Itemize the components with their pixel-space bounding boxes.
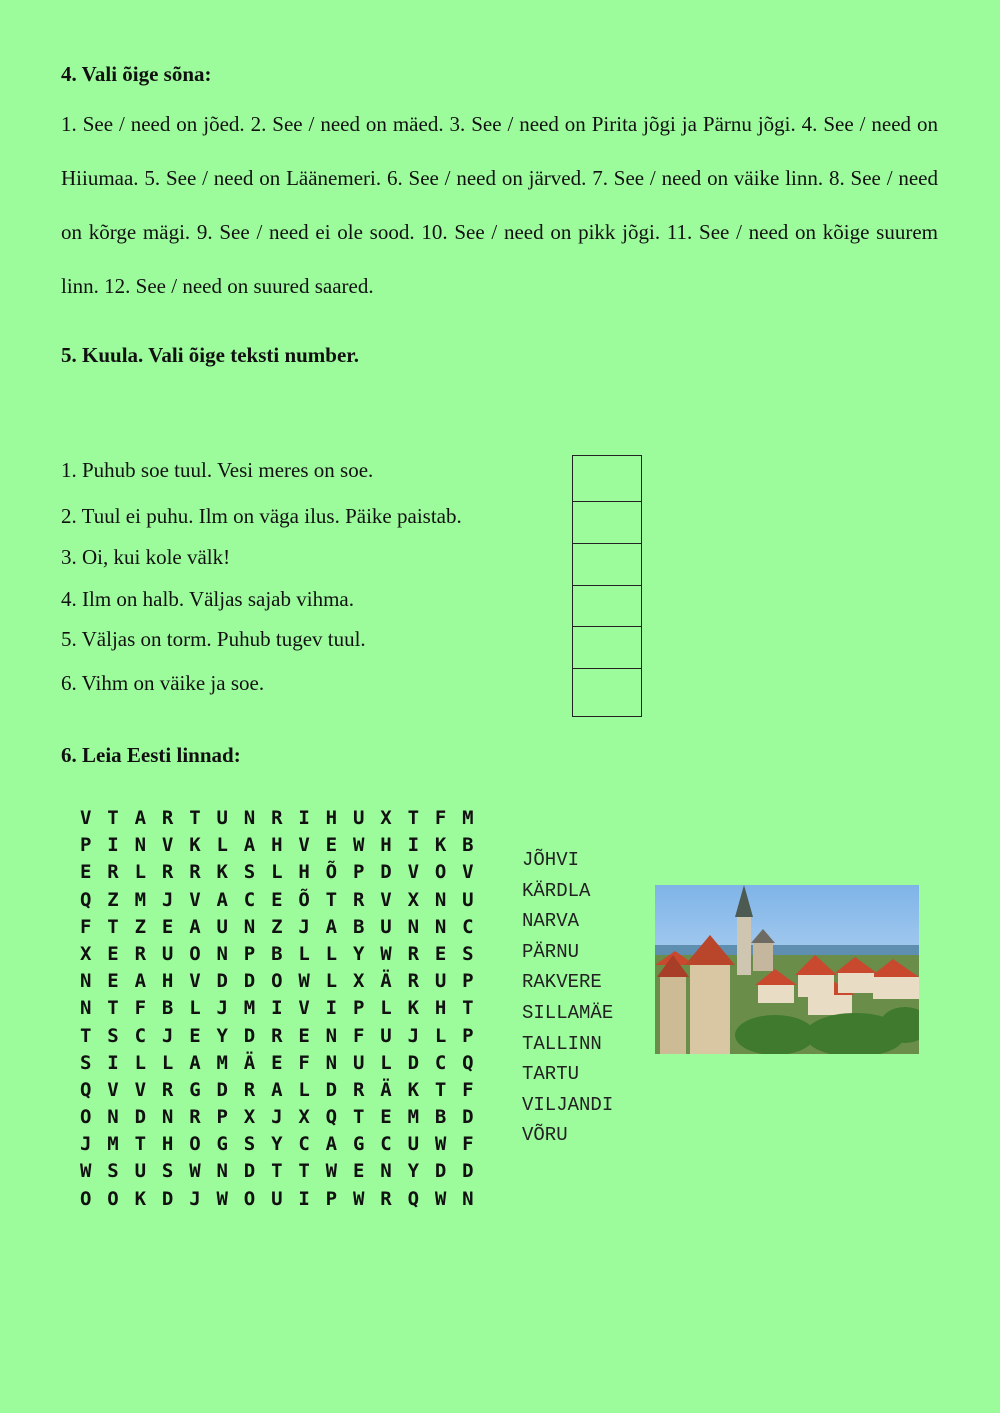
grid-letter[interactable]: Õ — [325, 861, 338, 884]
grid-letter[interactable]: I — [325, 997, 338, 1020]
grid-letter[interactable]: T — [407, 807, 420, 829]
grid-letter[interactable]: D — [325, 1078, 338, 1101]
grid-row — [80, 1077, 489, 1104]
listening-item-2: 2. Tuul ei puhu. Ilm on väga ilus. Päike paistab. — [61, 504, 462, 528]
grid-letter[interactable]: V — [462, 861, 474, 884]
grid-letter[interactable]: G — [216, 1133, 228, 1156]
grid-letter[interactable]: I — [298, 807, 310, 829]
grid-letter[interactable]: L — [271, 861, 283, 884]
grid-letter[interactable]: L — [189, 997, 201, 1020]
grid-letter[interactable]: F — [434, 807, 447, 829]
grid-letter[interactable]: J — [216, 997, 228, 1020]
grid-letter[interactable]: D — [407, 1051, 420, 1074]
word-list-item: NARVA — [522, 910, 580, 933]
answer-box-6[interactable] — [572, 668, 642, 717]
grid-letter[interactable]: S — [107, 1024, 119, 1047]
grid-row — [80, 1050, 489, 1077]
answer-box-3[interactable] — [572, 543, 642, 585]
grid-letter[interactable]: M — [134, 888, 147, 911]
grid-letter[interactable]: Q — [407, 1187, 420, 1210]
grid-letter[interactable]: P — [216, 1106, 228, 1129]
grid-letter[interactable]: T — [107, 807, 119, 829]
grid-letter[interactable]: S — [80, 1051, 92, 1074]
grid-letter[interactable]: Z — [134, 915, 147, 938]
grid-letter[interactable]: O — [271, 970, 283, 993]
grid-row — [80, 887, 489, 914]
grid-letter[interactable]: B — [161, 997, 174, 1020]
word-list-item: SILLAMÄE — [522, 1001, 614, 1024]
grid-letter[interactable]: N — [325, 1024, 338, 1047]
grid-letter[interactable]: L — [216, 834, 228, 857]
grid-letter[interactable]: T — [298, 1160, 310, 1183]
word-list-item: PÄRNU — [522, 940, 580, 963]
grid-letter[interactable]: S — [462, 942, 474, 965]
grid-letter[interactable]: E — [298, 1024, 310, 1047]
grid-letter[interactable]: E — [434, 942, 447, 965]
grid-letter[interactable]: V — [80, 807, 92, 829]
grid-letter[interactable]: F — [134, 997, 147, 1020]
grid-letter[interactable]: V — [380, 888, 392, 911]
word-list-item: RAKVERE — [522, 971, 602, 994]
grid-row — [80, 1104, 489, 1131]
grid-letter[interactable]: R — [407, 942, 420, 965]
grid-letter[interactable]: P — [352, 861, 365, 884]
grid-letter[interactable]: J — [161, 888, 174, 911]
grid-row — [80, 968, 489, 995]
grid-letter[interactable]: W — [352, 1187, 365, 1210]
grid-letter[interactable]: V — [298, 997, 310, 1020]
word-list-item: JÕHVI — [522, 849, 580, 871]
grid-letter[interactable]: Y — [352, 942, 365, 965]
grid-letter[interactable]: Y — [271, 1133, 283, 1156]
grid-row — [80, 941, 489, 968]
grid-letter[interactable]: H — [271, 834, 283, 857]
grid-letter[interactable]: T — [107, 915, 119, 938]
answer-box-4[interactable] — [572, 585, 642, 626]
grid-letter[interactable]: T — [107, 997, 119, 1020]
word-list-item: TARTU — [522, 1063, 580, 1086]
grid-letter[interactable]: D — [243, 1024, 256, 1047]
grid-letter[interactable]: H — [161, 1133, 174, 1156]
grid-letter[interactable]: K — [434, 834, 447, 857]
grid-letter[interactable]: I — [407, 834, 420, 857]
grid-letter[interactable]: P — [325, 1187, 338, 1210]
grid-letter[interactable]: V — [189, 888, 201, 911]
grid-letter[interactable]: F — [298, 1051, 310, 1074]
section-6-title: 6. Leia Eesti linnad: — [61, 743, 241, 767]
grid-letter[interactable]: S — [243, 861, 256, 884]
listening-item-6: 6. Vihm on väike ja soe. — [61, 671, 265, 695]
grid-letter[interactable]: B — [271, 942, 283, 965]
grid-letter[interactable]: X — [243, 1106, 256, 1129]
grid-letter[interactable]: T — [462, 997, 474, 1020]
grid-letter[interactable]: R — [352, 1078, 365, 1101]
grid-letter[interactable]: M — [107, 1133, 119, 1156]
grid-letter[interactable]: W — [189, 1160, 201, 1183]
answer-box-5[interactable] — [572, 626, 642, 668]
grid-letter[interactable]: E — [80, 861, 92, 884]
grid-letter[interactable]: P — [243, 942, 256, 965]
grid-letter[interactable]: E — [271, 888, 283, 911]
grid-letter[interactable]: D — [380, 861, 392, 884]
answer-box-1[interactable] — [572, 455, 642, 501]
grid-letter[interactable]: R — [107, 861, 119, 884]
grid-row — [80, 1186, 489, 1213]
grid-letter[interactable]: X — [407, 888, 420, 911]
grid-letter[interactable]: M — [216, 1051, 228, 1074]
grid-row — [80, 914, 489, 941]
grid-letter[interactable]: X — [352, 970, 365, 993]
grid-letter[interactable]: U — [380, 1024, 392, 1047]
grid-letter[interactable]: U — [134, 1160, 147, 1183]
grid-letter[interactable]: U — [216, 807, 228, 829]
grid-letter[interactable]: D — [161, 1187, 174, 1210]
grid-row — [80, 1158, 489, 1185]
grid-letter[interactable]: C — [380, 1133, 392, 1156]
grid-row — [80, 995, 489, 1022]
grid-row — [80, 832, 489, 859]
section-4-title: 4. Vali õige sõna: — [61, 62, 212, 86]
grid-letter[interactable]: N — [243, 915, 256, 938]
grid-letter[interactable]: U — [352, 1051, 365, 1074]
grid-letter[interactable]: T — [434, 1078, 447, 1101]
grid-letter[interactable]: A — [325, 915, 338, 938]
grid-letter[interactable]: D — [434, 1160, 447, 1183]
grid-letter[interactable]: Q — [325, 1106, 338, 1129]
grid-letter[interactable]: C — [462, 915, 474, 938]
grid-letter[interactable]: R — [189, 861, 201, 884]
grid-letter[interactable]: F — [352, 1024, 365, 1047]
grid-letter[interactable]: W — [216, 1187, 228, 1210]
grid-letter[interactable]: U — [271, 1187, 283, 1210]
grid-letter[interactable]: W — [434, 1133, 447, 1156]
grid-letter[interactable]: N — [434, 915, 447, 938]
grid-letter[interactable]: T — [325, 888, 338, 911]
grid-letter[interactable]: N — [407, 915, 420, 938]
grid-letter[interactable]: C — [434, 1051, 447, 1074]
grid-letter[interactable]: L — [325, 970, 338, 993]
grid-letter[interactable]: N — [134, 834, 147, 857]
grid-letter[interactable]: A — [271, 1078, 283, 1101]
grid-letter[interactable]: R — [161, 807, 174, 829]
grid-letter[interactable]: U — [352, 807, 365, 829]
grid-letter[interactable]: X — [298, 1106, 310, 1129]
grid-letter[interactable]: O — [80, 1187, 92, 1210]
grid-letter[interactable]: Z — [271, 915, 283, 938]
word-list-item: VILJANDI — [522, 1093, 614, 1116]
grid-letter[interactable]: H — [380, 834, 392, 857]
grid-letter[interactable]: P — [352, 997, 365, 1020]
word-list-item: TALLINN — [522, 1032, 602, 1055]
grid-letter[interactable]: O — [189, 1133, 201, 1156]
grid-letter[interactable]: I — [107, 834, 119, 857]
grid-letter[interactable]: K — [189, 834, 201, 857]
grid-letter[interactable]: R — [380, 1187, 392, 1210]
grid-letter[interactable]: L — [161, 1051, 174, 1074]
grid-letter[interactable]: F — [462, 1133, 474, 1156]
grid-letter[interactable]: D — [243, 1160, 256, 1183]
grid-letter[interactable]: E — [325, 834, 338, 857]
grid-letter[interactable]: O — [189, 942, 201, 965]
grid-letter[interactable]: T — [80, 1024, 92, 1047]
grid-letter[interactable]: P — [462, 1024, 474, 1047]
grid-letter[interactable]: O — [434, 861, 447, 884]
answer-box-2[interactable] — [572, 501, 642, 543]
grid-letter[interactable]: M — [243, 997, 256, 1020]
grid-letter[interactable]: E — [380, 1106, 392, 1129]
grid-letter[interactable]: T — [352, 1106, 365, 1129]
grid-letter[interactable]: N — [325, 1051, 338, 1074]
grid-letter[interactable]: I — [271, 997, 283, 1020]
grid-letter[interactable]: H — [434, 997, 447, 1020]
grid-letter[interactable]: L — [434, 1024, 447, 1047]
grid-letter[interactable]: L — [298, 942, 310, 965]
grid-row — [80, 1131, 489, 1158]
grid-letter[interactable]: A — [189, 1051, 201, 1074]
grid-letter[interactable]: R — [407, 970, 420, 993]
grid-letter[interactable]: E — [107, 970, 119, 993]
grid-letter[interactable]: Y — [216, 1024, 228, 1047]
grid-letter[interactable]: Ä — [243, 1051, 256, 1074]
grid-letter[interactable]: D — [462, 1106, 474, 1129]
grid-letter[interactable]: W — [380, 942, 392, 965]
grid-letter[interactable]: F — [80, 915, 92, 938]
grid-letter[interactable]: K — [216, 861, 228, 884]
grid-letter[interactable]: U — [434, 970, 447, 993]
word-search-grid[interactable] — [80, 805, 489, 1213]
tallinn-old-town-photo — [655, 885, 919, 1054]
grid-letter[interactable]: K — [407, 1078, 420, 1101]
grid-letter[interactable]: J — [189, 1187, 201, 1210]
grid-letter[interactable]: S — [161, 1160, 174, 1183]
grid-letter[interactable]: D — [216, 1078, 228, 1101]
grid-letter[interactable]: R — [243, 1078, 256, 1101]
grid-letter[interactable]: N — [80, 970, 92, 993]
grid-letter[interactable]: C — [134, 1024, 147, 1047]
grid-letter[interactable]: N — [462, 1187, 474, 1210]
grid-letter[interactable]: Q — [80, 1078, 92, 1101]
grid-letter[interactable]: B — [352, 915, 365, 938]
grid-letter[interactable]: O — [80, 1106, 92, 1129]
listening-item-4: 4. Ilm on halb. Väljas sajab vihma. — [61, 587, 354, 611]
grid-letter[interactable]: N — [107, 1106, 119, 1129]
grid-letter[interactable]: V — [134, 1078, 147, 1101]
grid-letter[interactable]: P — [80, 834, 92, 857]
grid-letter[interactable]: J — [298, 915, 310, 938]
grid-letter[interactable]: A — [325, 1133, 338, 1156]
grid-letter[interactable]: J — [161, 1024, 174, 1047]
grid-letter[interactable]: V — [189, 970, 201, 993]
grid-letter[interactable]: Ä — [380, 1078, 392, 1101]
grid-letter[interactable]: E — [107, 942, 119, 965]
grid-letter[interactable]: J — [80, 1133, 92, 1156]
grid-letter[interactable]: N — [161, 1106, 174, 1129]
grid-letter[interactable]: B — [434, 1106, 447, 1129]
grid-letter[interactable]: K — [407, 997, 420, 1020]
grid-letter[interactable]: A — [243, 834, 256, 857]
grid-letter[interactable]: U — [380, 915, 392, 938]
section-4-exercise-text: 1. See / need on jõed. 2. See / need on mäed. 3. See / need on Pirita jõgi ja Pärnu jõgi. 4. See / need on Hiiumaa. 5. See / need on Läänemeri. 6. See / need on järved. 7. See / need on väike linn. 8. See / need on kõrge mägi. 9. See / need ei ole sood. 10. See / need on pikk jõgi. 11. See / need on kõige suurem linn. 12. See / need on suured saared. — [61, 112, 938, 298]
word-list-item: VÕRU — [522, 1124, 568, 1147]
grid-letter[interactable]: G — [352, 1133, 365, 1156]
grid-letter[interactable]: N — [434, 888, 447, 911]
grid-letter[interactable]: U — [161, 942, 174, 965]
grid-letter[interactable]: J — [407, 1024, 420, 1047]
grid-letter[interactable]: U — [407, 1133, 420, 1156]
grid-letter[interactable]: S — [243, 1133, 256, 1156]
grid-letter[interactable]: O — [107, 1187, 119, 1210]
grid-letter[interactable]: P — [462, 970, 474, 993]
grid-letter[interactable]: U — [462, 888, 474, 911]
grid-letter[interactable]: H — [325, 807, 338, 829]
listening-item-5: 5. Väljas on torm. Puhub tugev tuul. — [61, 627, 366, 651]
grid-letter[interactable]: C — [243, 888, 256, 911]
word-list-item: KÄRDLA — [522, 879, 591, 902]
grid-letter[interactable]: F — [462, 1078, 474, 1101]
grid-letter[interactable]: W — [352, 834, 365, 857]
grid-letter[interactable]: A — [134, 970, 147, 993]
grid-letter[interactable]: J — [271, 1106, 283, 1129]
grid-letter[interactable]: L — [134, 861, 147, 884]
grid-letter[interactable]: E — [161, 915, 174, 938]
grid-letter[interactable]: V — [107, 1078, 119, 1101]
grid-row — [80, 1023, 489, 1050]
grid-letter[interactable]: Õ — [298, 888, 310, 911]
grid-letter[interactable]: V — [298, 834, 310, 857]
grid-letter[interactable]: E — [352, 1160, 365, 1183]
section-5-title: 5. Kuula. Vali õige teksti number. — [61, 343, 359, 367]
grid-letter[interactable]: E — [271, 1051, 283, 1074]
grid-letter[interactable]: X — [380, 807, 392, 829]
grid-letter[interactable]: Ä — [380, 970, 392, 993]
grid-letter[interactable]: Z — [107, 888, 119, 911]
grid-row — [80, 859, 489, 886]
grid-letter[interactable]: R — [161, 861, 174, 884]
grid-letter[interactable]: L — [380, 997, 392, 1020]
grid-letter[interactable]: D — [134, 1106, 147, 1129]
grid-letter[interactable]: L — [325, 942, 338, 965]
grid-letter[interactable]: W — [325, 1160, 338, 1183]
listening-item-3: 3. Oi, kui kole välk! — [61, 545, 231, 569]
grid-letter[interactable]: U — [216, 915, 228, 938]
grid-letter[interactable]: C — [298, 1133, 310, 1156]
grid-letter[interactable]: R — [161, 1078, 174, 1101]
grid-letter[interactable]: I — [298, 1187, 310, 1210]
grid-letter[interactable]: W — [298, 970, 310, 993]
city-word-list — [522, 845, 613, 1151]
grid-letter[interactable]: N — [243, 807, 256, 829]
grid-letter[interactable]: T — [134, 1133, 147, 1156]
grid-letter[interactable]: G — [189, 1078, 201, 1101]
grid-letter[interactable]: R — [352, 888, 365, 911]
grid-letter[interactable]: R — [134, 942, 147, 965]
grid-letter[interactable]: A — [189, 915, 201, 938]
grid-letter[interactable]: I — [107, 1051, 119, 1074]
grid-letter[interactable]: H — [298, 861, 310, 884]
grid-letter[interactable]: A — [216, 888, 228, 911]
grid-letter[interactable]: X — [80, 942, 92, 965]
grid-letter[interactable]: E — [189, 1024, 201, 1047]
grid-letter[interactable]: R — [189, 1106, 201, 1129]
grid-letter[interactable]: K — [134, 1187, 147, 1210]
grid-letter[interactable]: R — [271, 1024, 283, 1047]
grid-letter[interactable]: V — [161, 834, 174, 857]
grid-letter[interactable]: B — [462, 834, 474, 857]
grid-letter[interactable]: A — [134, 807, 147, 829]
grid-letter[interactable]: S — [107, 1160, 119, 1183]
grid-letter[interactable]: L — [380, 1051, 392, 1074]
grid-letter[interactable]: T — [271, 1160, 283, 1183]
grid-letter[interactable]: M — [462, 807, 474, 829]
grid-row — [80, 805, 489, 832]
grid-letter[interactable]: N — [216, 1160, 228, 1183]
grid-letter[interactable]: R — [271, 807, 283, 829]
grid-letter[interactable]: W — [434, 1187, 447, 1210]
grid-letter[interactable]: D — [216, 970, 228, 993]
listening-item-1: 1. Puhub soe tuul. Vesi meres on soe. — [61, 458, 374, 482]
grid-letter[interactable]: N — [380, 1160, 392, 1183]
grid-letter[interactable]: N — [80, 997, 92, 1020]
grid-letter[interactable]: M — [407, 1106, 420, 1129]
grid-letter[interactable]: L — [134, 1051, 147, 1074]
grid-letter[interactable]: O — [243, 1187, 256, 1210]
grid-letter[interactable]: W — [80, 1160, 92, 1183]
grid-letter[interactable]: Q — [80, 888, 92, 911]
grid-letter[interactable]: Y — [407, 1160, 420, 1183]
grid-letter[interactable]: H — [161, 970, 174, 993]
grid-letter[interactable]: Q — [462, 1051, 474, 1074]
grid-letter[interactable]: N — [216, 942, 228, 965]
grid-letter[interactable]: T — [189, 807, 201, 829]
grid-letter[interactable]: D — [243, 970, 256, 993]
grid-letter[interactable]: D — [462, 1160, 474, 1183]
grid-letter[interactable]: L — [298, 1078, 310, 1101]
grid-letter[interactable]: V — [407, 861, 420, 884]
